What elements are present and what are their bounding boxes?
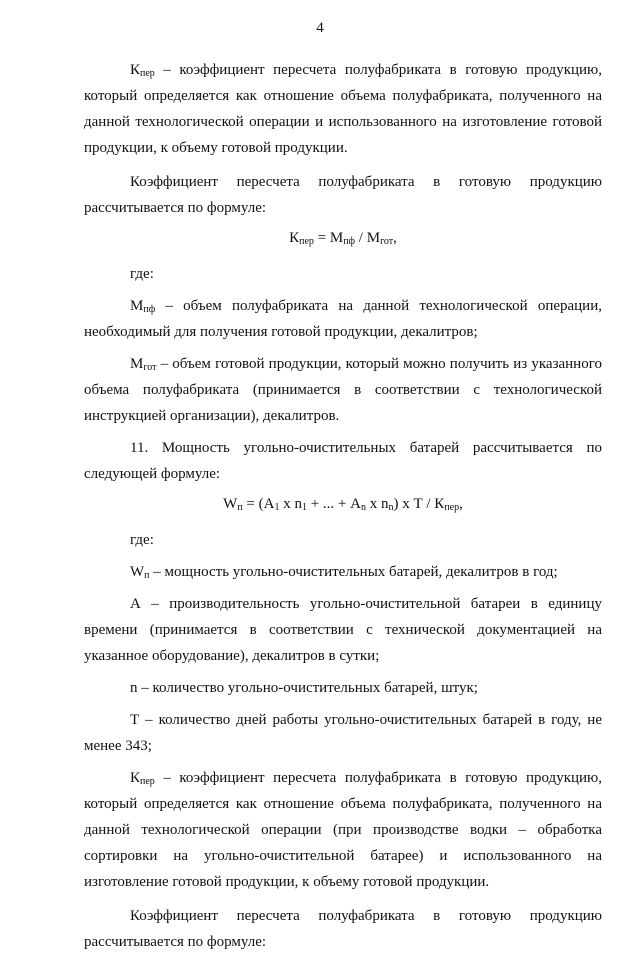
t-definition-paragraph: Т – количество дней работы угольно-очистительных батарей в году, не менее 343; xyxy=(84,712,602,754)
kper-definition-paragraph-2: $К_{пер}$ – коэффициент пересчета полуфабриката в готовую продукцию, который определяется как отношение объема полуфабриката, полученного на данной технологической операции (при производстве водки – обработка сортировки на угольно-очистительной батарее) и использованного на изготовление готовой продукции, к объему готовой продукции. xyxy=(84,770,602,890)
kper-definition-text: – коэффициент пересчета полуфабриката в готовую продукцию, который определяется как отношение объема полуфабриката, полученного на данной технологической операции и использованного на изготовление готовой продукции, к объему готовой продукции. xyxy=(84,62,602,156)
kper-subscript: пер xyxy=(140,68,155,79)
power-formula: $W_п = (А_1$ х $n_1$ + ... + $А_n$ х $n_n$) х Т / $К_{пер}$, xyxy=(223,496,463,513)
kper-symbol: К xyxy=(130,62,141,78)
kper-definition-paragraph xyxy=(84,57,602,161)
wn-definition-paragraph: $W_п$ – мощность угольно-очистительных батарей, декалитров в год; xyxy=(130,564,558,581)
where-label-2: где: xyxy=(130,532,154,548)
a-definition-paragraph: А – производительность угольно-очистительной батареи в единицу времени (принимается в соответствии с технической документацией на указанное оборудование), декалитров в сутки; xyxy=(84,596,602,664)
item-11-paragraph: 11. Мощность угольно-очистительных батарей рассчитывается по следующей формуле: xyxy=(84,440,602,482)
mgot-definition-paragraph: $М_{гот}$ – объем готовой продукции, который можно получить из указанного объема полуфабриката (принимается в соответствии с технологической инструкцией организации), декалитров. xyxy=(84,356,602,424)
kper-formula-intro-2: Коэффициент пересчета полуфабриката в готовую продукцию рассчитывается по формуле: xyxy=(84,908,602,950)
mpf-definition-paragraph: $М_{пф}$ – объем полуфабриката на данной технологической операции, необходимый для получения готовой продукции, декалитров; xyxy=(84,298,602,340)
page-number: 4 xyxy=(316,20,324,36)
document-body xyxy=(84,57,602,955)
n-definition-paragraph: n – количество угольно-очистительных батарей, штук; xyxy=(130,680,478,696)
where-label-1: где: xyxy=(130,266,154,282)
kper-formula: $К_{пер} = М_{пф} / М_{гот}$, xyxy=(289,230,397,247)
kper-formula-intro: Коэффициент пересчета полуфабриката в готовую продукцию рассчитывается по формуле: xyxy=(84,174,602,216)
